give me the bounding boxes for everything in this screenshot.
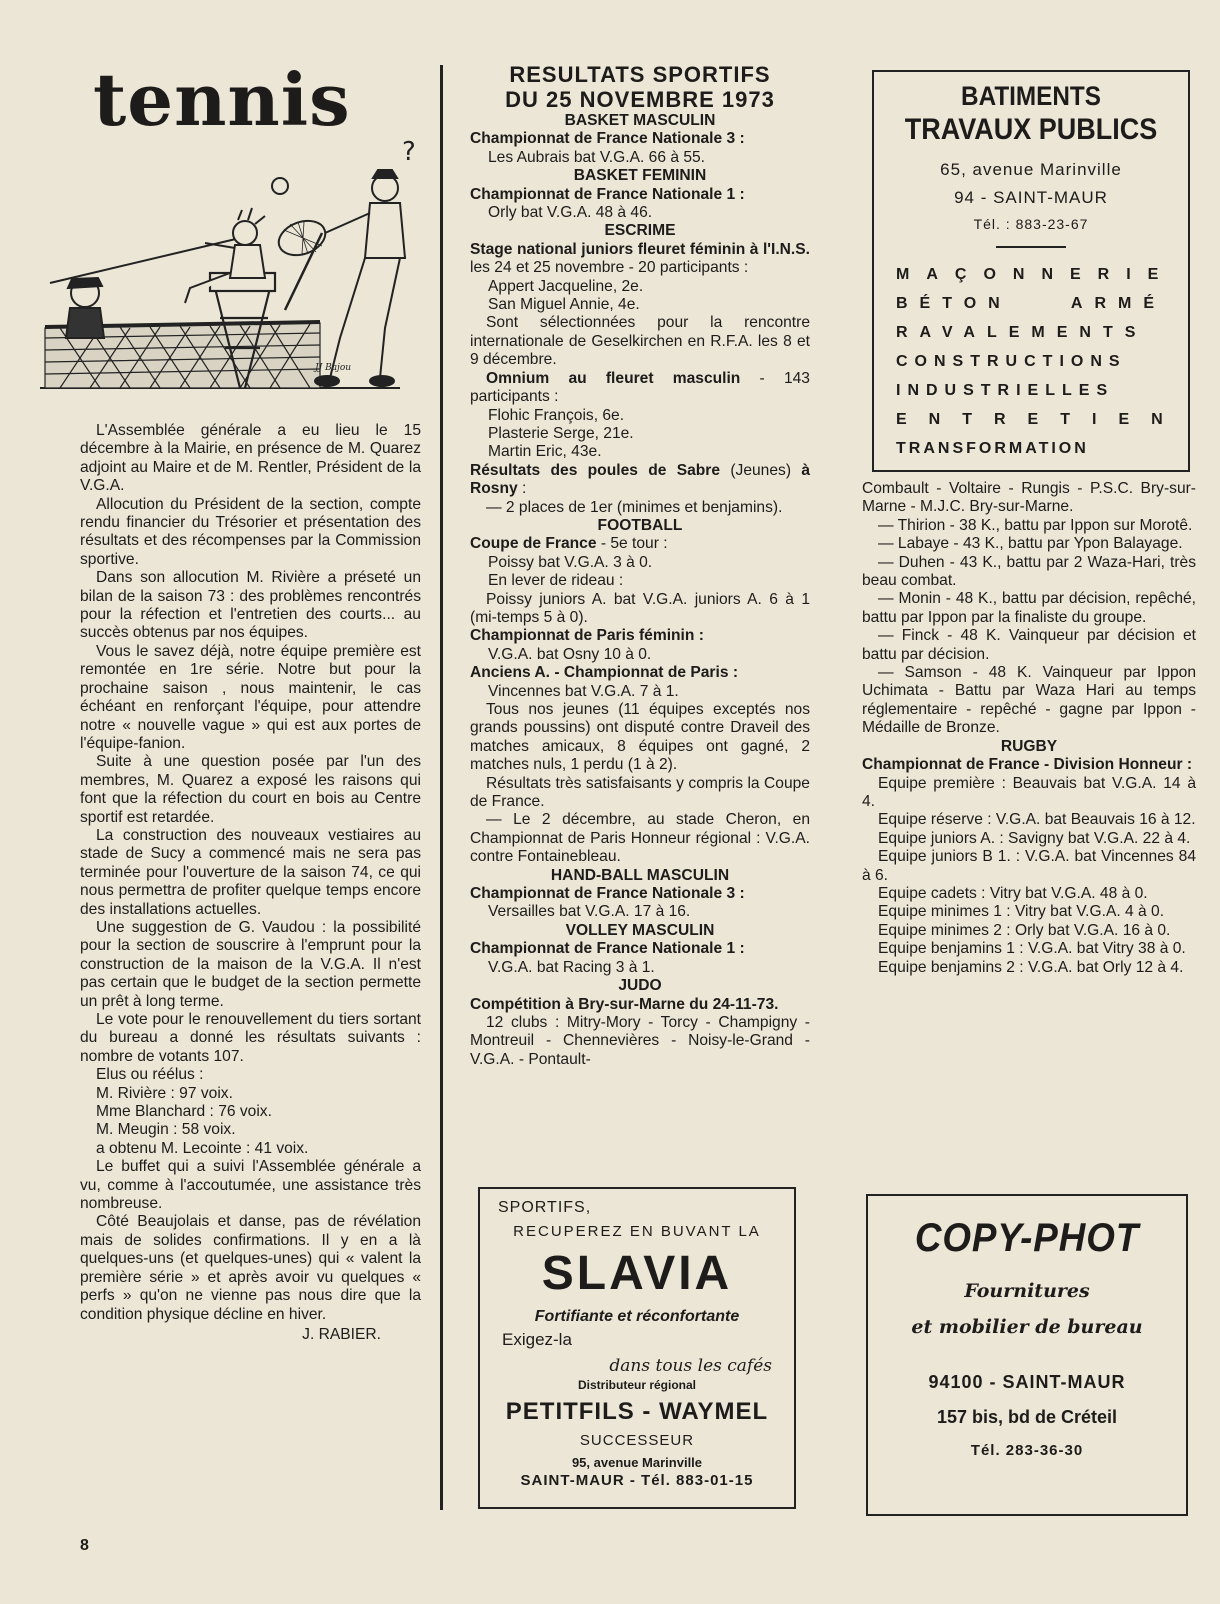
ad-text: SUCCESSEUR (579, 1432, 695, 1449)
stage-title: Stage national juniors fleuret féminin à l'I.N.S. (470, 240, 810, 258)
result-line: Versailles bat V.G.A. 17 à 16. (488, 903, 691, 921)
service-item: RAVALEMENTS (896, 324, 1148, 341)
article-paragraph: L'Assemblée générale a eu lieu le 15 décembre à la Mairie, en présence de M. Quarez adjoint au Maire et de M. Rentler, Président de la V.G.A. (80, 422, 421, 495)
result-line: V.G.A. bat Osny 10 à 0. (488, 645, 652, 663)
service-item: MAÇONNERIE (896, 266, 1176, 283)
rugby-line: Equipe première : Beauvais bat V.G.A. 14 à 4. (862, 774, 1196, 810)
result-line: Orly bat V.G.A. 48 à 46. (488, 204, 653, 222)
result-line: Flohic François, 6e. (488, 406, 625, 424)
rugby-line: Equipe juniors B 1. : V.G.A. bat Vincennes 84 à 6. (862, 848, 1196, 884)
result-line: Les Aubrais bat V.G.A. 66 à 55. (488, 148, 706, 166)
ad-text: et mobilier de bureau (911, 1316, 1143, 1338)
ad-slavia (478, 1187, 796, 1509)
section-title-tennis: tennis (93, 57, 351, 142)
judo-line: — Monin - 48 K., battu par décision, repêché, battu par Ippon par la finaliste du groupe. (862, 590, 1196, 626)
ad-text: 94 - SAINT-MAUR (954, 188, 1108, 207)
escrime-sabre (470, 462, 810, 499)
rugby-line: Equipe benjamins 1 : V.G.A. bat Vitry 38 à 0. (878, 940, 1186, 958)
championship-label: Championnat de France Nationale 1 : (470, 185, 745, 203)
elus-item: a obtenu M. Lecointe : 41 voix. (96, 1139, 309, 1157)
article-paragraph: Allocution du Président de la section, compte rendu financier du Trésorier et présentation des résultats et des récompenses par la Commission sportive. (80, 495, 421, 568)
services-list (874, 260, 1188, 463)
judo-clubs-cont: Combault - Voltaire - Rungis - P.S.C. Bry-sur-Marne - M.J.C. Bry-sur-Marne. (862, 480, 1196, 516)
judo-line: — Finck - 48 K. Vainqueur par décision et battu par décision. (862, 627, 1196, 663)
result-line: Résultats très satisfaisants y compris la Coupe de France. (470, 774, 810, 811)
batiments-title: TRAVAUX PUBLICS (904, 113, 1158, 146)
results-title (470, 62, 810, 112)
judo-line: — Duhen - 43 K., battu par 2 Waza-Hari, très beau combat. (862, 553, 1196, 590)
article-paragraph: Dans son allocution M. Rivière a préseté un bilan de la saison 73 : des problèmes rencontrés pour la réfection et l'entretien des courts... au succès obtenus par nos équipes. (80, 569, 421, 642)
article-paragraph: La construction des nouveaux vestiaires au stade de Sucy a commencé mais ne sera pas terminée pour l'ouverture de la saison 74, ce qui nous permettra de profiter quelque temps encore des installations actuelles. (80, 826, 421, 918)
championship-label: Championnat de Paris féminin : (470, 627, 704, 645)
result-line: Poissy bat V.G.A. 3 à 0. (488, 553, 653, 571)
ad-batiments (872, 70, 1190, 472)
rugby-line: Equipe cadets : Vitry bat V.G.A. 48 à 0. (878, 884, 1148, 902)
ad-text: dans tous les cafés (609, 1356, 772, 1376)
divider (996, 246, 1066, 248)
ad-text: Distributeur régional (577, 1378, 696, 1392)
ad-text: Exigez-la (502, 1330, 572, 1349)
result-line: Tous nos jeunes (11 équipes exceptés nos grands poussins) ont disputé contre Draveil des matches amicaux, 8 équipes ont gagné, 2 matches nuls, 1 perdu (1 à 2). (470, 701, 810, 774)
result-line: Appert Jacqueline, 2e. (488, 277, 644, 295)
elus-item: M. Rivière : 97 voix. (96, 1084, 233, 1102)
judo-line: — Thirion - 38 K., battu par Ippon sur Morotê. (878, 516, 1193, 534)
heading-escrime: ESCRIME (604, 222, 676, 240)
tennis-illustration (40, 138, 420, 400)
column-divider (440, 65, 443, 1510)
service-item: INDUSTRIELLES (896, 382, 1115, 399)
rugby-line: Equipe juniors A. : Savigny bat V.G.A. 22 à 4. (878, 829, 1191, 847)
heading-handball: HAND-BALL MASCULIN (550, 866, 730, 884)
service-item: BÉTON ARMÉ (896, 295, 1166, 312)
ad-text: RECUPEREZ EN BUVANT LA (513, 1223, 761, 1240)
rugby-line: Equipe minimes 2 : Orly bat V.G.A. 16 à 0. (878, 921, 1171, 939)
article-paragraph: Vous le savez déjà, notre équipe première est remontée en 1re série. Notre but pour la prochaine saison , nous maintenir, le cas échéant en renforçant l'équipe, pour attendre notre « nouvelle vague » qui est aux portes de l'équipe-fanion. (80, 642, 421, 752)
tennis-article (80, 422, 421, 1344)
article-paragraph: Une suggestion de G. Vaudou : la possibilité pour la section de souscrire à l'emprunt pour la construction de la maison de la V.G.A. Il n'est pas certain que le budget de la section permette un prêt à long terme. (80, 918, 421, 1010)
heading-basket-masculin: BASKET MASCULIN (564, 112, 716, 129)
judo-competition: Compétition à Bry-sur-Marne du 24-11-73. (470, 995, 779, 1013)
elus-heading: Elus ou réélus : (96, 1066, 204, 1084)
ad-text: 94100 - SAINT-MAUR (928, 1372, 1126, 1392)
result-line: Poissy juniors A. bat V.G.A. juniors A. 6 à 1 (mi-temps 5 à 0). (470, 590, 810, 626)
sabre-colon: : (517, 480, 527, 498)
elus-item: M. Meugin : 58 voix. (96, 1121, 236, 1139)
championship-label: Championnat de France Nationale 3 : (470, 885, 745, 903)
heading-rugby: RUGBY (1000, 737, 1058, 755)
rugby-line: Equipe minimes 1 : Vitry bat V.G.A. 4 à 0. (878, 903, 1165, 921)
illustration-signature: JJ Bajou (315, 363, 352, 373)
service-item: ENTRETIEN (896, 411, 1185, 428)
rugby-line: Equipe benjamins 2 : V.G.A. bat Orly 12 à 4. (878, 958, 1184, 976)
service-item: CONSTRUCTIONS (896, 353, 1127, 370)
elus-item: Mme Blanchard : 76 voix. (96, 1103, 272, 1121)
judo-clubs: 12 clubs : Mitry-Mory - Torcy - Champigny - Montreuil - Chennevières - Noisy-le-Grand - V.G.A. - Pontault- (470, 1013, 810, 1068)
championship-label: Championnat de France - Division Honneur : (862, 756, 1193, 774)
ad-text: 157 bis, bd de Créteil (936, 1407, 1118, 1427)
results-title-line1: RESULTATS SPORTIFS (509, 62, 771, 87)
heading-basket-feminin: BASKET FEMININ (573, 167, 707, 185)
omnium-detail: - 143 participants : (470, 369, 810, 406)
judo-rugby-column (862, 480, 1196, 977)
championship-label: Championnat de France Nationale 1 : (470, 940, 745, 958)
result-line: — Le 2 décembre, au stade Cheron, en Championnat de Paris Honneur régional : V.G.A. contre Fontainebleau. (470, 811, 810, 866)
slavia-brand: SLAVIA (541, 1247, 733, 1300)
results-title-line2: DU 25 NOVEMBRE 1973 (505, 87, 775, 112)
result-line: Vincennes bat V.G.A. 7 à 1. (488, 682, 679, 700)
article-author: J. RABIER. (302, 1325, 381, 1343)
ad-text: 65, avenue Marinville (940, 160, 1122, 179)
article-paragraph: Le buffet qui a suivi l'Assemblée générale a vu, comme à l'accoutumée, une assistance très nombreuse. (80, 1158, 421, 1213)
page-number: 8 (80, 1537, 89, 1554)
escrime-omnium (470, 370, 810, 407)
results-column (470, 62, 810, 1069)
tennis-ball (272, 178, 288, 194)
article-paragraph: Le vote pour le renouvellement du tiers sortant du bureau a donné les résultats suivants : nombre de votants 107. (80, 1011, 421, 1065)
ad-text: SAINT-MAUR - Tél. 883-01-15 (520, 1472, 754, 1489)
result-line: — 2 places de 1er (minimes et benjamins). (486, 498, 783, 516)
service-item: TRANSFORMATION (896, 440, 1089, 457)
championship-label: Anciens A. - Championnat de Paris : (470, 664, 739, 682)
heading-judo: JUDO (618, 977, 662, 995)
batiments-title: BATIMENTS (961, 81, 1101, 111)
sabre-location: à Rosny (470, 461, 810, 498)
sabre-title: Résultats des poules de Sabre (470, 461, 721, 479)
result-line: Plasterie Serge, 21e. (488, 424, 634, 442)
rugby-line: Equipe réserve : V.G.A. bat Beauvais 16 à 12. (878, 811, 1196, 829)
result-line: Sont sélectionnées pour la rencontre internationale de Geselkirchen en R.F.A. les 8 et 9 décembre. (470, 314, 810, 369)
ad-text: Fortifiante et réconfortante (534, 1308, 740, 1325)
ad-text: SPORTIFS, (498, 1199, 592, 1216)
football-coupe (470, 535, 810, 553)
coupe-round: - 5e tour : (596, 535, 668, 553)
result-line: V.G.A. bat Racing 3 à 1. (488, 958, 655, 976)
omnium-title: Omnium au fleuret masculin (486, 369, 741, 387)
slavia-company: PETITFILS - WAYMEL (505, 1398, 769, 1425)
judo-line: — Labaye - 43 K., battu par Ypon Balayage. (878, 535, 1183, 553)
article-paragraph: Suite à une question posée par l'un des membres, M. Quarez a exposé les raisons qui font que la réfection du court en bois au Centre sportif est retardée. (80, 753, 421, 826)
stage-detail: les 24 et 25 novembre - 20 participants : (470, 259, 749, 277)
ad-text: Tél. : 883-23-67 (973, 216, 1089, 232)
coupe-title: Coupe de France (470, 535, 597, 553)
heading-volley: VOLLEY MASCULIN (565, 921, 715, 939)
question-mark: ? (402, 138, 416, 167)
sabre-qualifier: (Jeunes) (720, 461, 802, 479)
escrime-stage (470, 241, 810, 278)
heading-football: FOOTBALL (597, 516, 683, 534)
judo-line: — Samson - 48 K. Vainqueur par Ippon Uchimata - Battu par Waza Hari au temps réglementaire - repêché - gagne par Ippon - Médaille de Bronze. (862, 664, 1196, 737)
ad-copyphot (866, 1194, 1188, 1516)
result-line: Martin Eric, 43e. (488, 443, 602, 461)
championship-label: Championnat de France Nationale 3 : (470, 130, 745, 148)
copyphot-brand: COPY-PHOT (914, 1216, 1140, 1260)
article-paragraph: Côté Beaujolais et danse, pas de révélation mais de solides confirmations. Il y en a là quelques-uns (et quelques-unes) qui « valent la première série » et après avoir vu quelques « perfs » qu'on ne vienne pas nous dire que la condition physique décline en hiver. (80, 1213, 421, 1323)
ad-text: Fournitures (964, 1280, 1090, 1302)
result-line: En lever de rideau : (488, 572, 624, 590)
ad-text: 95, avenue Marinville (571, 1455, 703, 1470)
ad-text: Tél. 283-36-30 (970, 1442, 1084, 1459)
result-line: San Miguel Annie, 4e. (488, 296, 640, 314)
